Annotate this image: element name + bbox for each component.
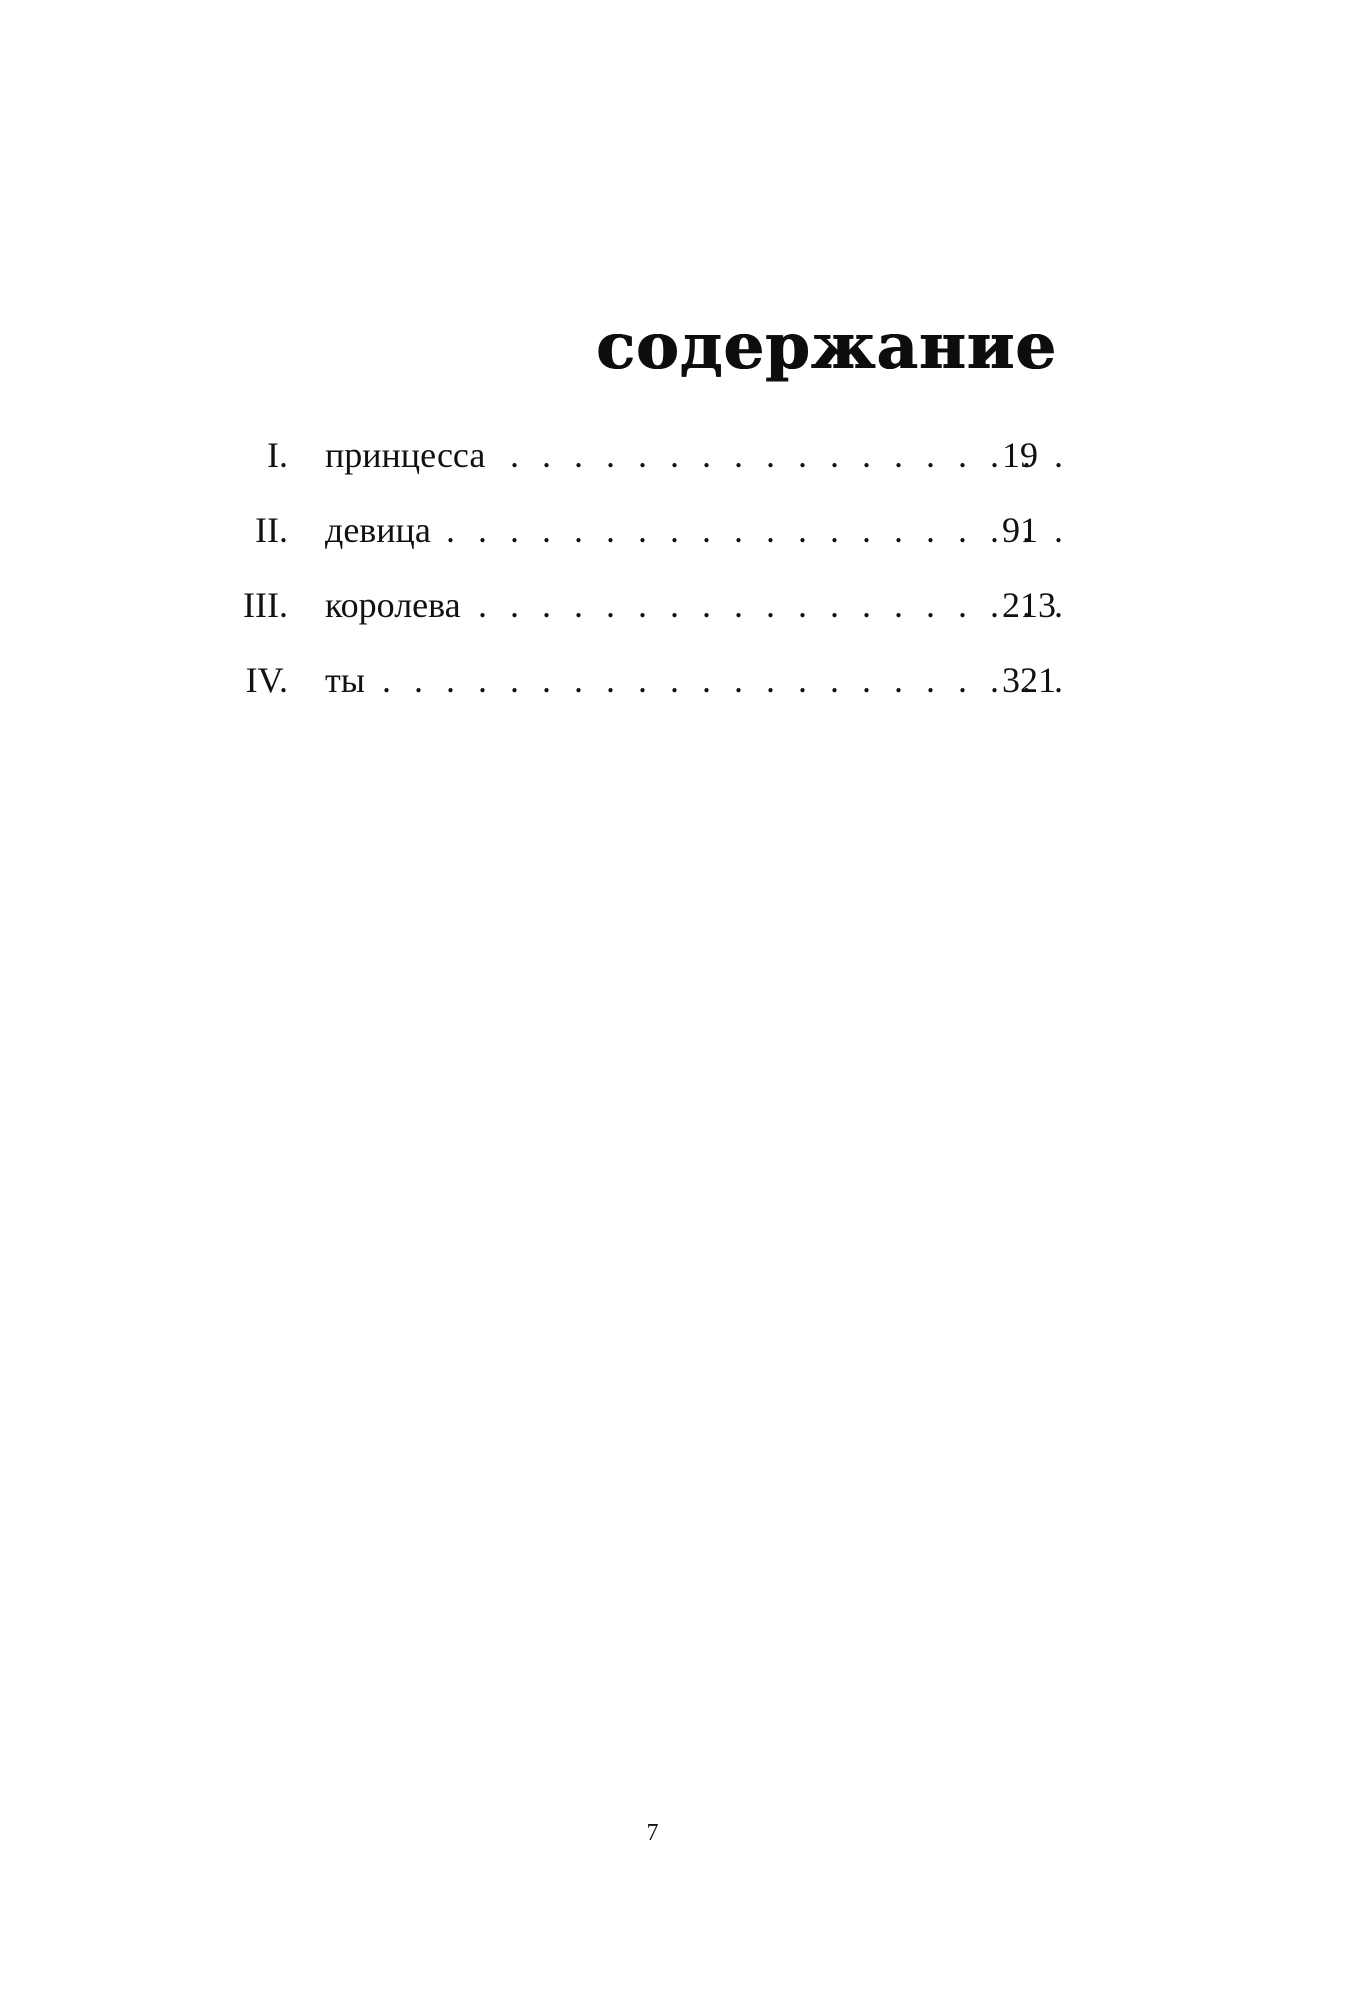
toc-dot-leader — [491, 430, 1070, 480]
toc-entry-numeral: I. — [267, 435, 288, 475]
toc-dot-leader — [437, 505, 1070, 555]
toc-entry-numeral: III. — [243, 585, 288, 625]
toc-entry-title-leader — [325, 505, 1070, 555]
toc-entry-page: 91 — [1002, 510, 1038, 550]
page-number: 7 — [646, 1820, 659, 1846]
toc-entry-title-leader — [325, 580, 1070, 630]
toc-entry — [0, 655, 1362, 705]
toc-entry-page: 321 — [1002, 660, 1056, 700]
toc-dot-leader — [467, 580, 1070, 630]
toc-entry-title: принцесса — [325, 435, 486, 475]
toc-entry — [0, 505, 1362, 555]
toc-entry-title: ты — [325, 660, 365, 700]
toc-entry-page: 213 — [1002, 585, 1056, 625]
toc-entry-title-leader — [325, 430, 1070, 480]
toc-entry-page: 19 — [1002, 435, 1038, 475]
toc-heading: содержание — [596, 309, 1057, 384]
toc-entry-title: девица — [325, 510, 431, 550]
toc-entry-title: королева — [325, 585, 461, 625]
toc-entry — [0, 430, 1362, 480]
toc-entry — [0, 580, 1362, 630]
toc-entry-numeral: II. — [255, 510, 288, 550]
toc-entry-title-leader — [325, 655, 1070, 705]
toc-dot-leader — [371, 655, 1070, 705]
toc-entry-numeral: IV. — [245, 660, 288, 700]
